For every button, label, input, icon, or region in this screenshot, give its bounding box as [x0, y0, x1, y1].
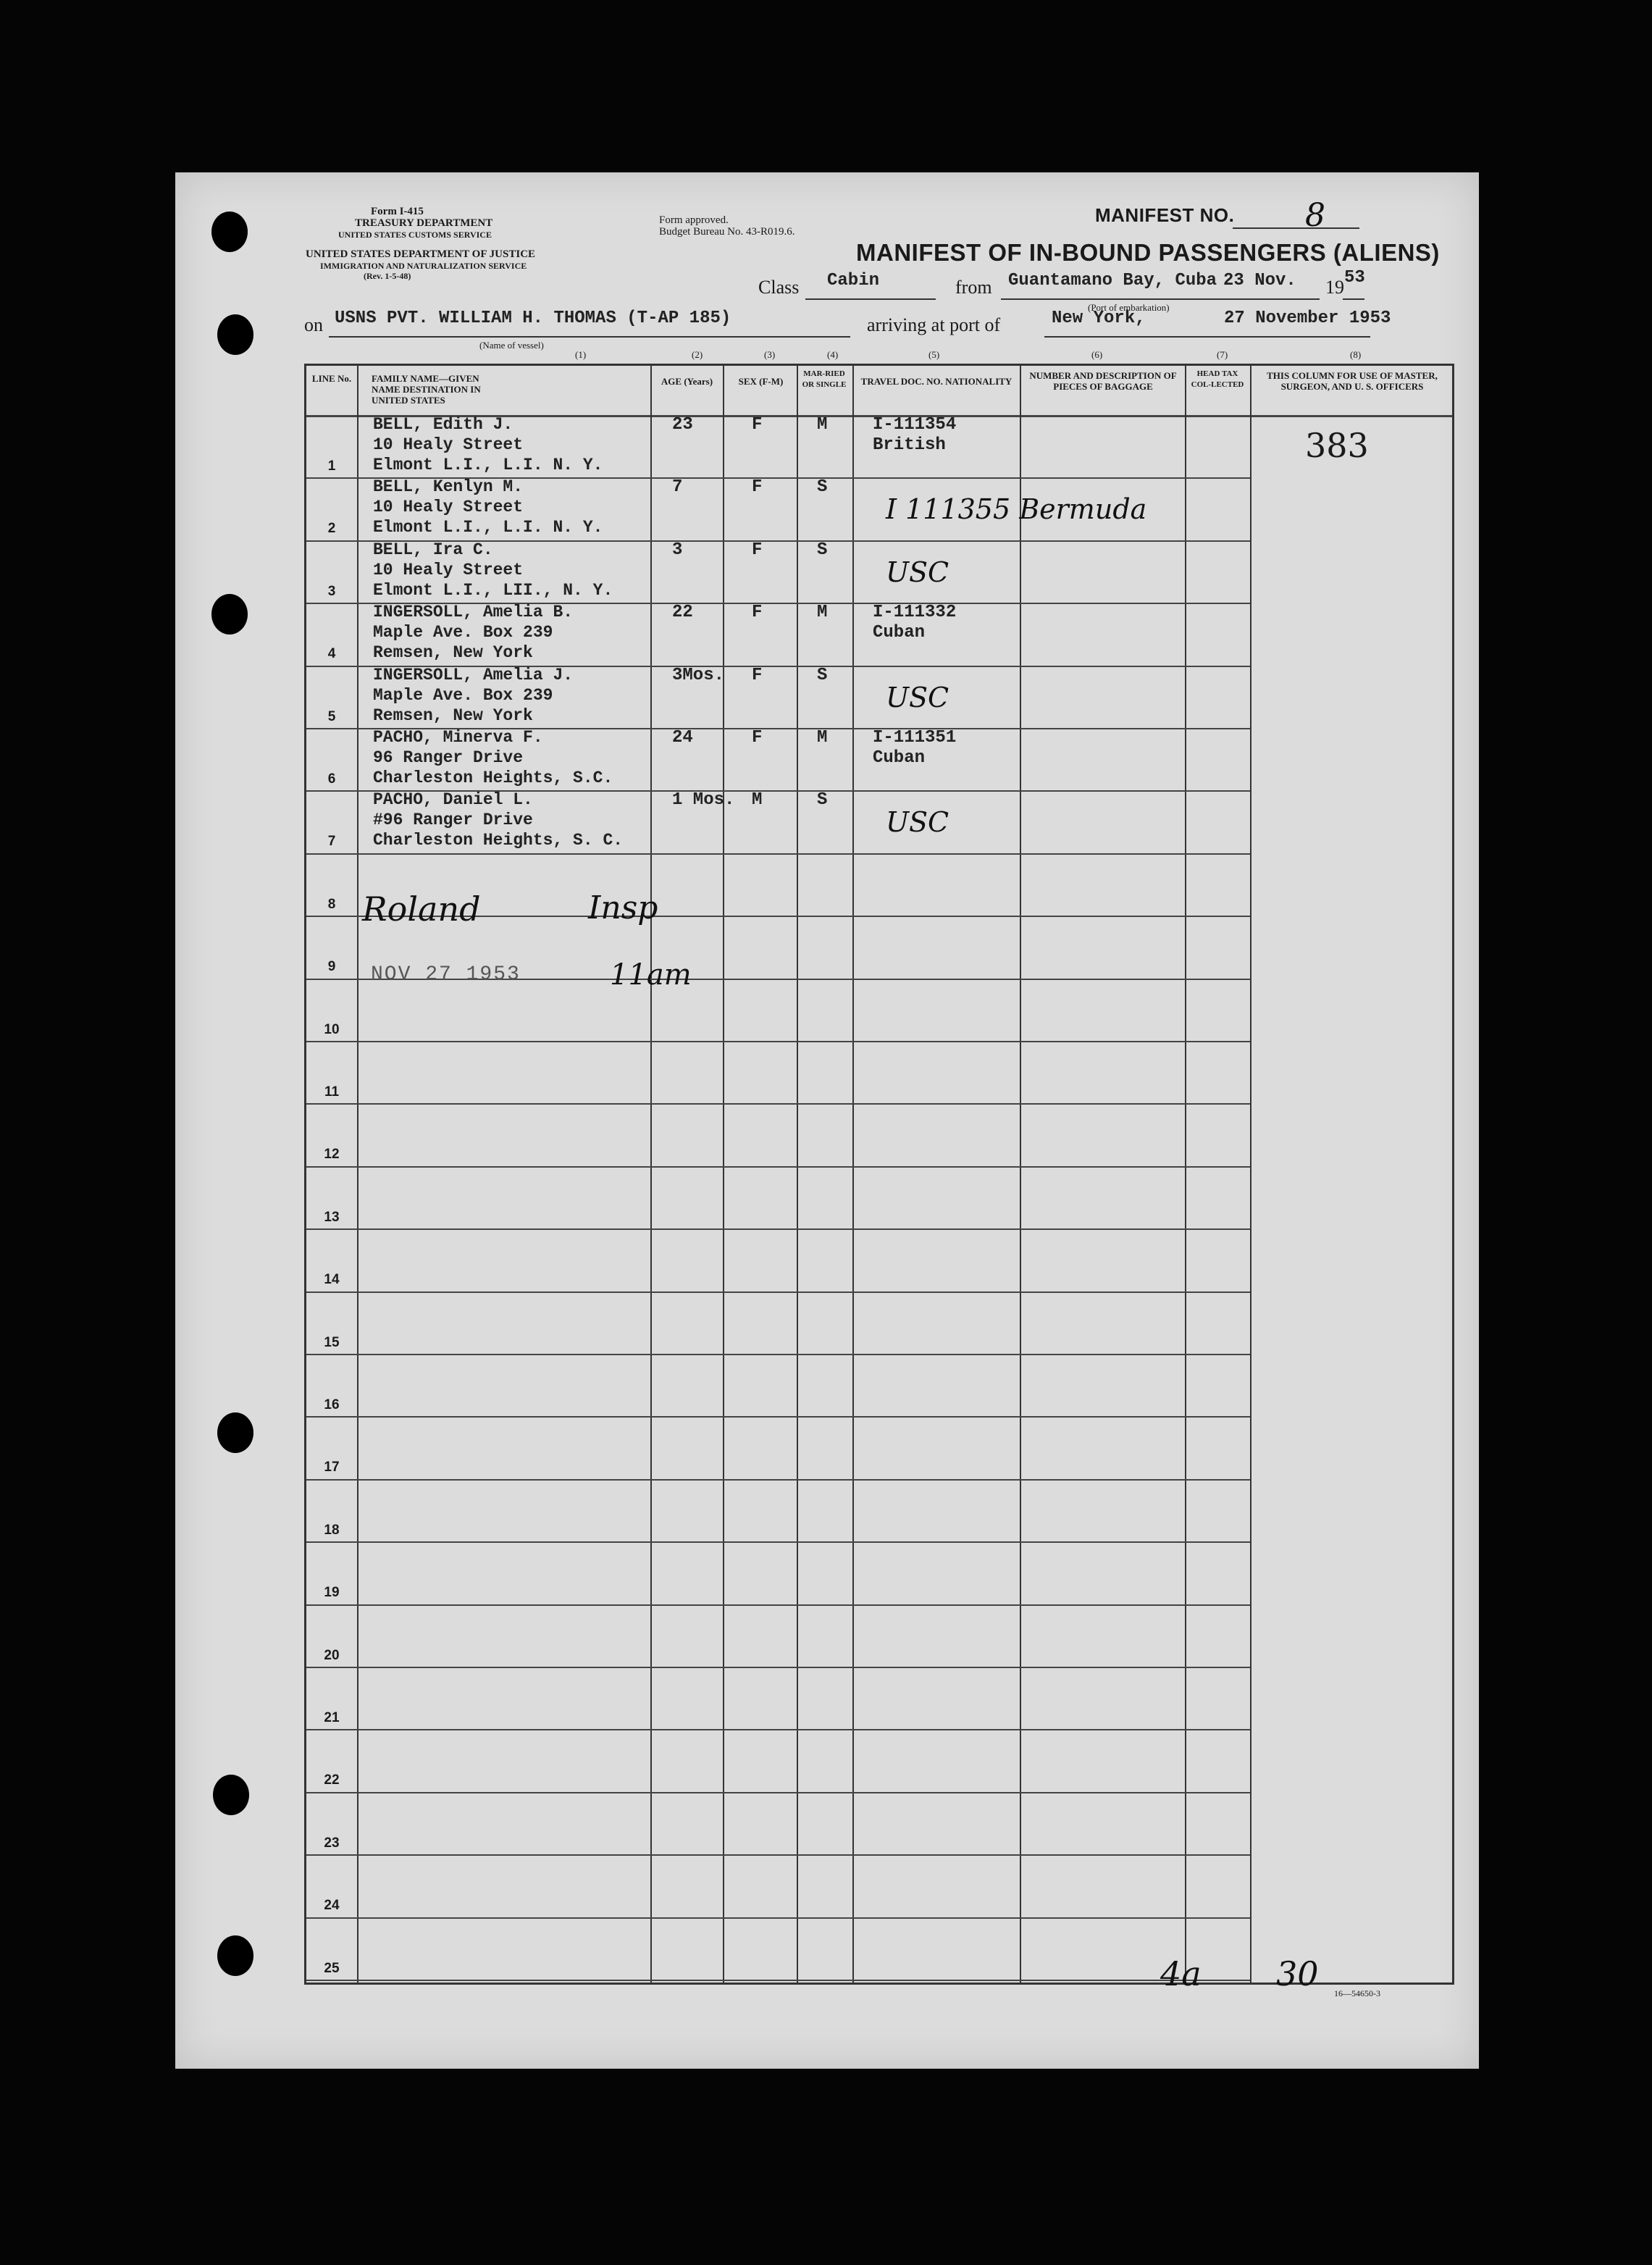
col-sex: SEX (F-M) [738, 376, 784, 387]
col-baggage: NUMBER AND DESCRIPTION OF PIECES OF BAGGAGE [1029, 370, 1177, 392]
passenger-age: 1 Mos. [672, 790, 735, 811]
passenger-address: 10 Healy Street [373, 560, 524, 579]
line-number: 10 [324, 1021, 340, 1037]
nationality: Cuban [873, 623, 926, 643]
passenger-row [306, 792, 1250, 854]
line-number: 8 [327, 896, 336, 912]
passenger-sex: M [752, 790, 763, 811]
ins: IMMIGRATION AND NATURALIZATION SERVICE [320, 261, 527, 271]
passenger-address: 10 Healy Street [373, 498, 524, 517]
passenger-row [306, 416, 1250, 479]
line-number: 2 [327, 521, 336, 537]
budget-bureau: Budget Bureau No. 43-R019.6. [659, 226, 795, 238]
manifest-label: MANIFEST NO. [1095, 204, 1235, 226]
row-divider [306, 1917, 1250, 1919]
from-port: Guantamano Bay, Cuba [1008, 271, 1217, 290]
row-divider [306, 1854, 1250, 1856]
passenger-marital: S [817, 540, 828, 560]
doj: UNITED STATES DEPARTMENT OF JUSTICE [306, 248, 536, 260]
passenger-marital: S [817, 790, 828, 811]
inspector-signature: Roland [362, 889, 481, 929]
passenger-age: 3 [672, 540, 683, 560]
handwritten-annotation: USC [886, 681, 949, 713]
handwritten-annotation: USC [886, 556, 949, 588]
row-divider [306, 1291, 1250, 1293]
line-number: 14 [324, 1272, 340, 1288]
handwritten-annotation: USC [886, 806, 949, 839]
passenger-address: Maple Ave. Box 239 [373, 623, 553, 642]
passenger-destination: Charleston Heights, S.C. [373, 769, 613, 787]
passenger-age: 3Mos. [672, 665, 725, 685]
passenger-destination: Charleston Heights, S. C. [373, 831, 624, 850]
from-label: from [955, 277, 992, 298]
inspection-stamp: NOV 27 1953 [371, 963, 521, 986]
passenger-destination: Elmont L.I., L.I. N. Y. [373, 456, 603, 474]
line-number: 25 [324, 1960, 340, 1976]
class-label: Class [758, 277, 800, 298]
punch-hole [211, 594, 248, 635]
col-officers: THIS COLUMN FOR USE OF MASTER, SURGEON, AND U. S. OFFICERS [1267, 370, 1438, 392]
form-approved: Form approved. [659, 214, 729, 226]
manifest-number: 8 [1305, 197, 1325, 234]
arrival-port: New York, [1052, 309, 1146, 328]
passenger-address: 96 Ranger Drive [373, 748, 524, 767]
travel-doc-number: I-111351 [873, 728, 957, 748]
class-value: Cabin [827, 271, 880, 290]
passenger-destination: Elmont L.I., L.I. N. Y. [373, 518, 603, 537]
col-line: LINE No. [311, 373, 352, 384]
passenger-sex: F [752, 603, 763, 623]
col-name: FAMILY NAME—GIVEN NAME DESTINATION IN UNITED STATES [372, 373, 481, 406]
col-age: AGE (Years) [661, 376, 713, 387]
row-divider [306, 1667, 1250, 1668]
passenger-row [306, 542, 1250, 604]
passenger-name: BELL, Ira C. [373, 540, 493, 559]
passenger-table [304, 364, 1454, 1985]
line-number: 3 [327, 583, 336, 599]
line-number: 24 [324, 1898, 340, 1914]
passenger-name: BELL, Edith J. [373, 415, 513, 434]
passenger-name: INGERSOLL, Amelia J. [373, 665, 574, 684]
punch-hole [217, 314, 253, 355]
passenger-name: PACHO, Daniel L. [373, 790, 533, 810]
passenger-name: BELL, Kenlyn M. [373, 477, 524, 497]
line-number: 20 [324, 1647, 340, 1663]
footer-code: 16—54650-3 [1334, 1988, 1380, 1998]
punch-hole [217, 1935, 253, 1976]
line-number: 16 [324, 1397, 340, 1412]
col-head-tax: HEAD TAX COL-LECTED [1191, 369, 1244, 389]
row-divider [306, 1166, 1250, 1168]
port-embark-note: (Port of embarkation) [1088, 302, 1170, 313]
arriving-label: arriving at port of [867, 314, 1001, 335]
line-number: 13 [324, 1209, 340, 1225]
time-note: 11am [610, 958, 692, 992]
passenger-sex: F [752, 415, 763, 435]
line-number: 7 [327, 834, 336, 850]
arrival-date: 27 November 1953 [1224, 309, 1391, 328]
passenger-age: 22 [672, 603, 693, 623]
passenger-address: #96 Ranger Drive [373, 811, 533, 830]
travel-doc-number: I-111332 [873, 603, 957, 623]
passenger-row [306, 729, 1250, 792]
line-number: 23 [324, 1835, 340, 1851]
nationality: British [873, 435, 946, 455]
line-number: 5 [327, 708, 336, 724]
passenger-marital: S [817, 477, 828, 498]
tally-a: 4a [1160, 1954, 1202, 1993]
vessel-note: (Name of vessel) [479, 340, 544, 351]
passenger-marital: M [817, 603, 828, 623]
officer-number: 383 [1305, 426, 1369, 465]
passenger-destination: Elmont L.I., LII., N. Y. [373, 580, 613, 600]
vessel-name: USNS PVT. WILLIAM H. THOMAS (T-AP 185) [335, 309, 731, 328]
passenger-age: 23 [672, 415, 693, 435]
row-divider [306, 1103, 1250, 1105]
passenger-row [306, 479, 1250, 541]
line-number: 22 [324, 1772, 340, 1788]
departure-date: 23 Nov. [1223, 271, 1296, 290]
passenger-address: Maple Ave. Box 239 [373, 685, 553, 705]
passenger-age: 24 [672, 728, 693, 748]
year-suffix: 53 [1344, 268, 1365, 288]
treasury-dept: TREASURY DEPARTMENT [355, 217, 493, 229]
line-number: 6 [327, 771, 336, 787]
passenger-destination: Remsen, New York [373, 643, 533, 663]
tally-b: 30 [1276, 1954, 1319, 1993]
row-divider [306, 1792, 1250, 1793]
line-number: 11 [324, 1084, 340, 1100]
row-divider [306, 1729, 1250, 1730]
passenger-name: INGERSOLL, Amelia B. [373, 603, 574, 622]
line-number: 9 [327, 959, 336, 975]
line-number: 1 [327, 459, 336, 474]
passenger-sex: F [752, 540, 763, 560]
punch-hole [213, 1775, 249, 1815]
line-number: 19 [324, 1585, 340, 1601]
passenger-row [306, 604, 1250, 666]
form-number: Form I-415 [371, 206, 424, 217]
passenger-marital: M [817, 415, 828, 435]
passenger-name: PACHO, Minerva F. [373, 728, 543, 747]
manifest-title: MANIFEST OF IN-BOUND PASSENGERS (ALIENS) [856, 239, 1440, 266]
row-divider [306, 1604, 1250, 1606]
passenger-address: 10 Healy Street [373, 435, 524, 454]
manifest-sheet: Form I-415 TREASURY DEPARTMENT UNITED STATES CUSTOMS SERVICE UNITED STATES DEPARTMENT OF JUSTICE IMMIGRATION AND NATURALIZATION SERVICE (Rev. 1-5-48) Form approved. Budget Bureau No. 43-R019.6. MANIFEST NO. 8 MANIFEST OF IN-BOUND PASSENGERS (ALIENS) Class Cabin from Guantamano Bay, Cuba 23 Nov. 19 53 (Port of embarkation) on USNS PVT. WILLIAM H. THOMAS (T-AP 185) (Name of vessel) arriving at port of New York, 27 November 1953 (1) (2) (3) (4) (5) (6) (7) (8) LINE No. FAMILY NAME—GIVEN NAME DESTINATION IN UNITED STATES AGE (Years) SEX (F-M) MAR-RIED OR SINGLE TRAVEL DOC. NO. NATIONALITY NUMBER AND DESCRIPTION OF PIECES OF BAGGAGE HEAD TAX COL-LECTED THIS COLUMN FOR USE OF MASTER, SURGEON, AND U. S. OFFICERS 1 BELL, Edith J. 10 Healy Street Elmont L.I., L.I. N. Y. 23 F M I-111354 British 2 BELL, Kenlyn M. 10 Healy Street Elmont L.I., L.I. N. Y. 7 F S I 111355 Bermuda 3 BELL, Ira C. 10 Healy Street Elmont L.I., LII., N. Y. 3 F S USC 4 INGERSOLL, Amelia B. Maple Ave. Box 239 Remsen, New York 22 F M I-111332 Cuban 5 INGERSOLL, Amelia J. Maple Ave. Box 239 Remsen, New York 3Mos. F S USC 6 PACHO, Minerva F. 96 Ranger Drive Charleston Heights, S.C. 24 F M I-111351 Cuban 7 PACHO, Daniel L. #96 Ranger Drive Charleston Heights, S. C. 1 Mos. M S USC 8 9 10 11 12 13 14 15 16 17 18 19 20 21 22 23 24 25 383 Roland Insp NOV 27 1953 11am 4a 30 16—54650-3 [175, 172, 1479, 2069]
row-divider [306, 1541, 1250, 1543]
row-divider [306, 1416, 1250, 1418]
on-label: on [304, 314, 323, 335]
passenger-sex: F [752, 665, 763, 685]
col-travel-doc: TRAVEL DOC. NO. NATIONALITY [860, 376, 1012, 387]
line-number: 18 [324, 1522, 340, 1538]
passenger-marital: M [817, 728, 828, 748]
row-divider [306, 1354, 1250, 1355]
punch-hole [211, 212, 248, 252]
punch-hole [217, 1412, 253, 1453]
row-divider [306, 1980, 1250, 1981]
row-divider [306, 1479, 1250, 1481]
handwritten-annotation: I 111355 Bermuda [886, 493, 1147, 526]
line-number: 12 [324, 1147, 340, 1163]
passenger-sex: F [752, 477, 763, 498]
line-number: 4 [327, 646, 336, 662]
line-number: 21 [324, 1710, 340, 1725]
line-number: 17 [324, 1460, 340, 1475]
passenger-row [306, 667, 1250, 729]
customs-service: UNITED STATES CUSTOMS SERVICE [338, 230, 492, 240]
line-number: 15 [324, 1334, 340, 1350]
passenger-destination: Remsen, New York [373, 706, 533, 725]
revision: (Rev. 1-5-48) [364, 271, 411, 281]
passenger-marital: S [817, 665, 828, 685]
col-married: MAR-RIED OR SINGLE [802, 369, 847, 389]
travel-doc-number: I-111354 [873, 415, 957, 435]
year-prefix: 19 [1325, 277, 1344, 298]
nationality: Cuban [873, 748, 926, 768]
passenger-sex: F [752, 728, 763, 748]
inspector-title: Insp [588, 889, 658, 926]
passenger-age: 7 [672, 477, 683, 498]
row-divider [306, 1228, 1250, 1230]
row-divider [306, 1041, 1250, 1042]
